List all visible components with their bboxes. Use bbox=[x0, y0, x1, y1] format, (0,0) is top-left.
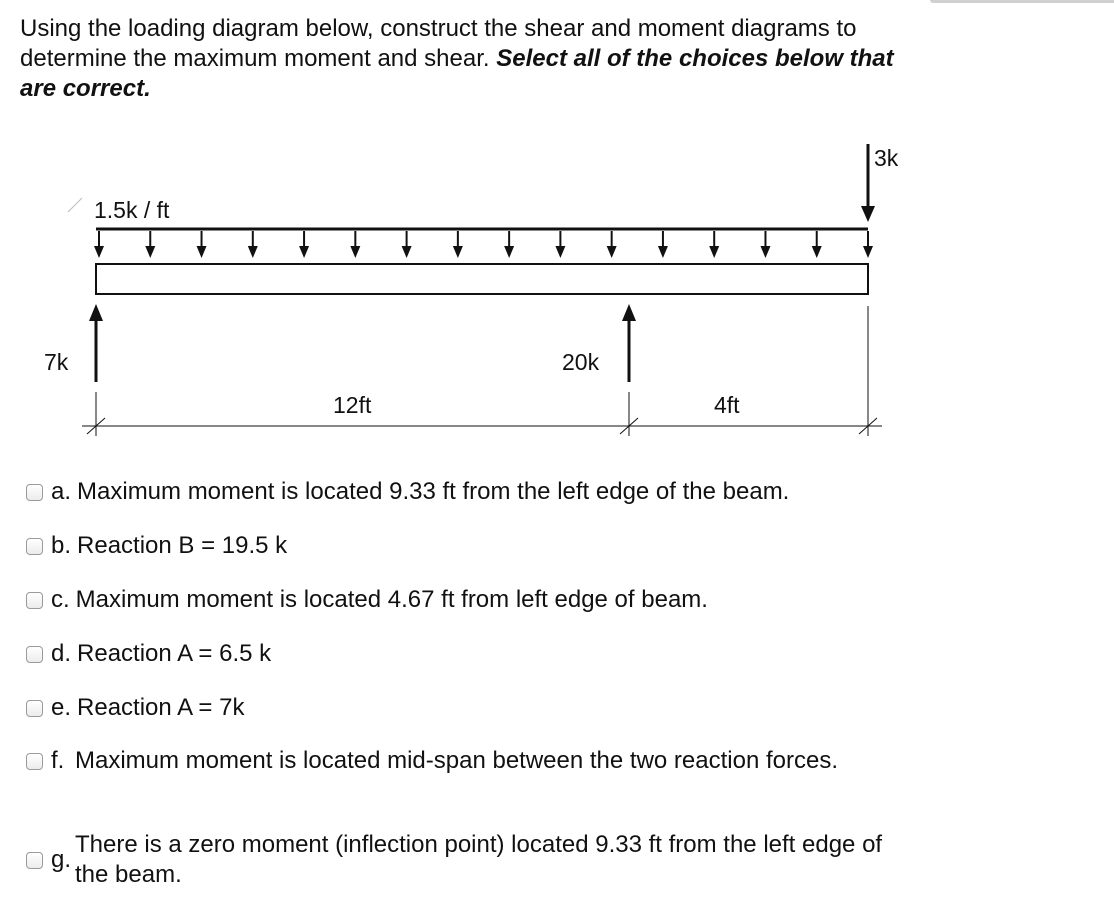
distributed-load-arrowhead bbox=[555, 246, 565, 258]
distributed-load-arrowhead bbox=[453, 246, 463, 258]
distributed-load-arrowhead bbox=[350, 246, 360, 258]
choice-f-letter: f. bbox=[51, 747, 65, 774]
reaction-left-arrowhead bbox=[89, 304, 103, 321]
top-divider bbox=[930, 0, 1114, 3]
choice-e-letter: e. bbox=[51, 694, 72, 721]
distributed-load-arrowhead bbox=[248, 246, 258, 258]
distributed-load-arrowhead bbox=[402, 246, 412, 258]
choice-b-letter: b. bbox=[51, 532, 72, 559]
question-prompt bbox=[20, 14, 920, 104]
choice-c[interactable] bbox=[26, 585, 708, 615]
choice-b-text: Reaction B = 19.5 k bbox=[77, 532, 288, 559]
choice-b[interactable] bbox=[26, 531, 287, 561]
choice-c-letter: c. bbox=[51, 586, 70, 613]
point-load-label: 3k bbox=[874, 145, 899, 171]
choice-a[interactable] bbox=[26, 477, 789, 507]
choice-c-checkbox[interactable] bbox=[26, 592, 43, 609]
choice-g-letter: g. bbox=[51, 846, 72, 873]
distributed-load-arrowhead bbox=[709, 246, 719, 258]
point-load-arrowhead bbox=[861, 206, 875, 222]
span-right-label: 4ft bbox=[714, 392, 740, 418]
choice-d-letter: d. bbox=[51, 640, 72, 667]
choice-f-text: Maximum moment is located mid-span between the two reaction forces. bbox=[75, 747, 838, 774]
choice-e-text: Reaction A = 7k bbox=[77, 694, 245, 721]
distributed-load-arrows bbox=[94, 231, 873, 258]
distributed-load-arrowhead bbox=[145, 246, 155, 258]
choice-a-text: Maximum moment is located 9.33 ft from the left edge of the beam. bbox=[77, 478, 790, 505]
choice-f-checkbox[interactable] bbox=[26, 753, 43, 770]
reaction-mid-label: 20k bbox=[562, 349, 600, 375]
distributed-load-arrowhead bbox=[504, 246, 514, 258]
reaction-left-label: 7k bbox=[44, 349, 69, 375]
distributed-load-label: 1.5k / ft bbox=[94, 197, 170, 223]
choice-e-checkbox[interactable] bbox=[26, 700, 43, 717]
span-left-label: 12ft bbox=[333, 392, 372, 418]
distributed-load-arrowhead bbox=[94, 246, 104, 258]
distributed-load-arrowhead bbox=[812, 246, 822, 258]
question-instruction: Select all of the choices below that are correct. bbox=[20, 45, 894, 102]
distributed-load-arrowhead bbox=[607, 246, 617, 258]
beam bbox=[96, 264, 868, 294]
distributed-load-arrowhead bbox=[658, 246, 668, 258]
choice-b-checkbox[interactable] bbox=[26, 538, 43, 555]
choice-f[interactable] bbox=[26, 746, 895, 776]
choice-d-text: Reaction A = 6.5 k bbox=[77, 640, 272, 667]
distributed-load-arrowhead bbox=[197, 246, 207, 258]
choice-g-checkbox[interactable] bbox=[26, 852, 43, 869]
distributed-load-arrowhead bbox=[760, 246, 770, 258]
distributed-load-arrowhead bbox=[299, 246, 309, 258]
choice-a-checkbox[interactable] bbox=[26, 484, 43, 501]
choice-e[interactable] bbox=[26, 693, 244, 723]
loading-diagram bbox=[0, 130, 1114, 450]
reaction-mid-arrowhead bbox=[622, 304, 636, 321]
choice-d[interactable] bbox=[26, 639, 271, 669]
load-label-leader bbox=[68, 198, 82, 212]
distributed-load-arrowhead bbox=[863, 246, 873, 258]
choice-a-letter: a. bbox=[51, 478, 72, 505]
choice-c-text: Maximum moment is located 4.67 ft from left edge of beam. bbox=[75, 586, 708, 613]
question-text: Using the loading diagram below, construct the shear and moment diagrams to determine the maximum moment and shear. bbox=[20, 15, 857, 72]
choice-g-text: There is a zero moment (inflection point) located 9.33 ft from the left edge of the beam. bbox=[75, 831, 883, 888]
choice-g[interactable] bbox=[26, 830, 895, 890]
choice-d-checkbox[interactable] bbox=[26, 646, 43, 663]
